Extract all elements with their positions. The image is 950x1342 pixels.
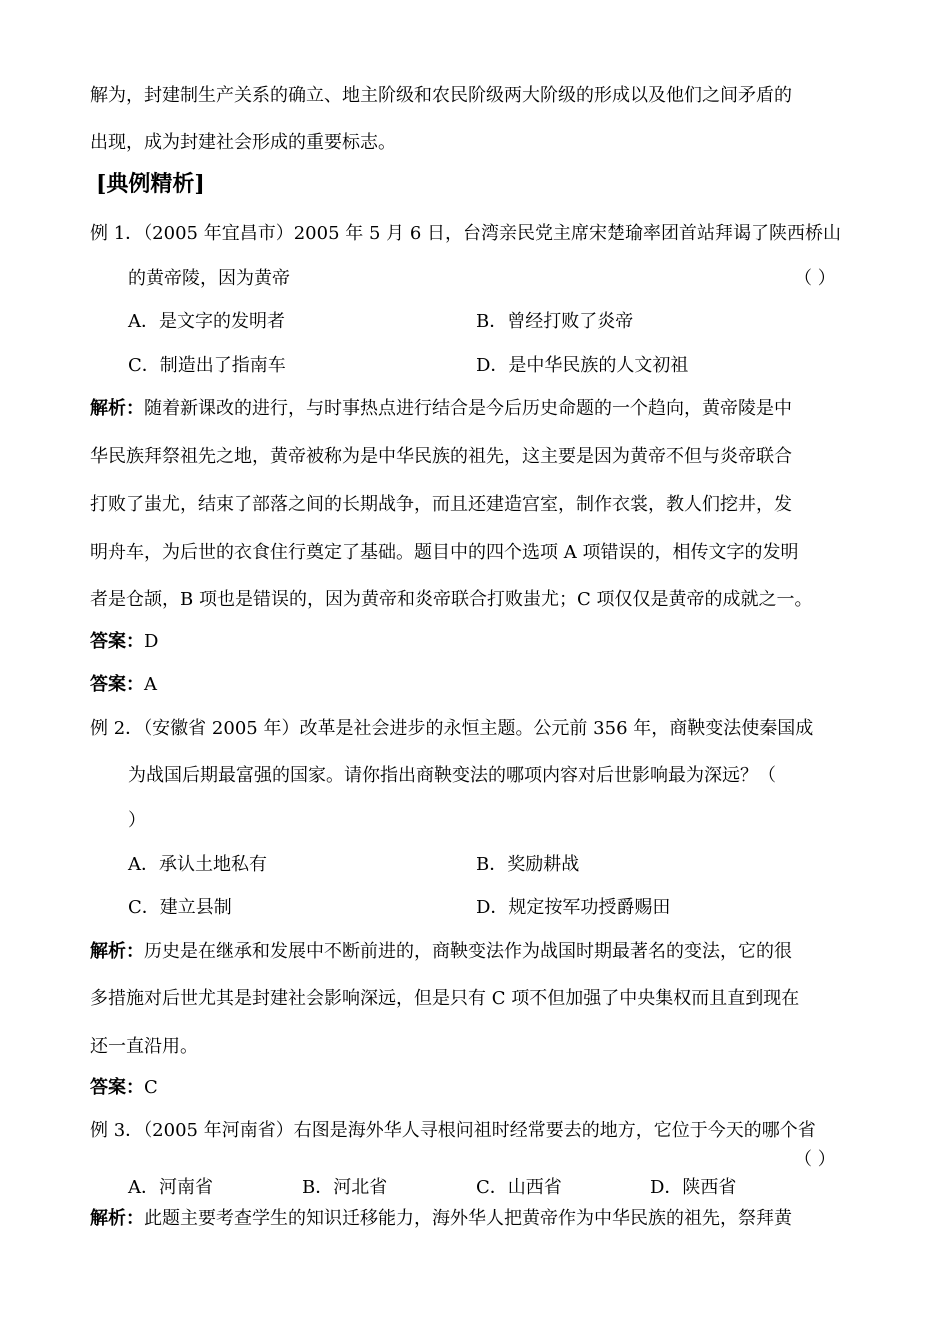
example-2-line-3: ） [128,810,146,831]
example-2-option-b: B．奖励耕战 [476,854,580,875]
example-3-text: （2005 年河南省）右图是海外华人寻根问祖时经常要去的地方，它位于今天的哪个省 [143,1120,816,1141]
example-1-analysis-label: 解析： [90,398,144,419]
example-2-line-2: 为战国后期最富强的国家。请你指出商鞅变法的哪项内容对后世影响最为深远？（ [128,765,776,786]
example-2-answer-value: C [144,1077,158,1098]
example-1-answer-paren: （ ） [794,268,836,289]
example-2-analysis-line-3: 还一直沿用。 [90,1036,198,1057]
example-2-analysis-line-2: 多措施对后世尤其是封建社会影响深远，但是只有 C 项不但加强了中央集权而且直到现在 [90,988,800,1009]
example-2-text: （安徽省 2005 年）改革是社会进步的永恒主题。公元前 356 年，商鞅变法使秦国成 [143,718,814,739]
example-2-option-a: A．承认土地私有 [128,854,267,875]
example-2-analysis-label: 解析： [90,941,144,962]
example-2-option-d: D．规定按军功授爵赐田 [476,897,671,918]
example-1-analysis-text: 随着新课改的进行，与时事热点进行结合是今后历史命题的一个趋向，黄帝陵是中 [144,398,792,419]
example-2-label: 例 2． [90,718,144,739]
extra-answer-label: 答案： [90,674,144,695]
example-2-analysis-line-1 [90,940,792,964]
example-2-answer-label: 答案： [90,1077,144,1098]
example-1-analysis-line-5: 者是仓颉，B 项也是错误的，因为黄帝和炎帝联合打败蚩尤；C 项仅仅是黄帝的成就之一。 [90,589,813,610]
example-1-option-d: D．是中华民族的人文初祖 [476,355,689,376]
example-1-line-2: 的黄帝陵，因为黄帝 [128,268,290,289]
extra-answer [90,673,157,697]
example-1-analysis-line-3: 打败了蚩尤，结束了部落之间的长期战争，而且还建造宫室，制作衣裳，教人们挖井，发 [90,494,792,515]
example-3-analysis-text: 此题主要考查学生的知识迁移能力，海外华人把黄帝作为中华民族的祖先，祭拜黄 [144,1208,792,1229]
example-1-analysis-line-1 [90,397,792,421]
example-1-answer-value: D [144,631,159,652]
example-3-analysis-label: 解析： [90,1208,144,1229]
example-1-analysis-line-2: 华民族拜祭祖先之地，黄帝被称为是中华民族的祖先，这主要是因为黄帝不但与炎帝联合 [90,446,792,467]
example-2-analysis-text: 历史是在继承和发展中不断前进的，商鞅变法作为战国时期最著名的变法，它的很 [144,941,792,962]
example-1-question [90,222,841,246]
intro-line-1: 解为，封建制生产关系的确立、地主阶级和农民阶级两大阶级的形成以及他们之间矛盾的 [90,85,792,106]
extra-answer-value: A [144,674,157,695]
example-1-analysis-line-4: 明舟车，为后世的衣食住行奠定了基础。题目中的四个选项 A 项错误的，相传文字的发明 [90,542,799,563]
example-3-option-b: B．河北省 [302,1177,388,1198]
example-3-label: 例 3． [90,1120,144,1141]
example-1-option-c: C．制造出了指南车 [128,355,286,376]
example-3-option-d: D．陕西省 [650,1177,737,1198]
example-3-option-c: C．山西省 [476,1177,562,1198]
example-1-label: 例 1． [90,223,144,244]
example-1-option-a: A．是文字的发明者 [128,311,285,332]
example-2-question [90,717,813,741]
example-1-text: （2005 年宜昌市）2005 年 5 月 6 日，台湾亲民党主席宋楚瑜率团首站拜谒了陕西桥山 [143,223,842,244]
example-3-analysis-line-1 [90,1207,792,1231]
example-1-answer [90,630,158,654]
example-1-answer-label: 答案： [90,631,144,652]
example-3-answer-paren: （ ） [794,1149,836,1170]
example-3-question [90,1119,816,1143]
example-2-option-c: C．建立县制 [128,897,232,918]
section-heading: [典例精析] [96,171,205,197]
example-3-option-a: A．河南省 [128,1177,213,1198]
intro-line-2: 出现，成为封建社会形成的重要标志。 [90,132,396,153]
example-2-answer [90,1076,158,1100]
example-1-option-b: B．曾经打败了炎帝 [476,311,634,332]
